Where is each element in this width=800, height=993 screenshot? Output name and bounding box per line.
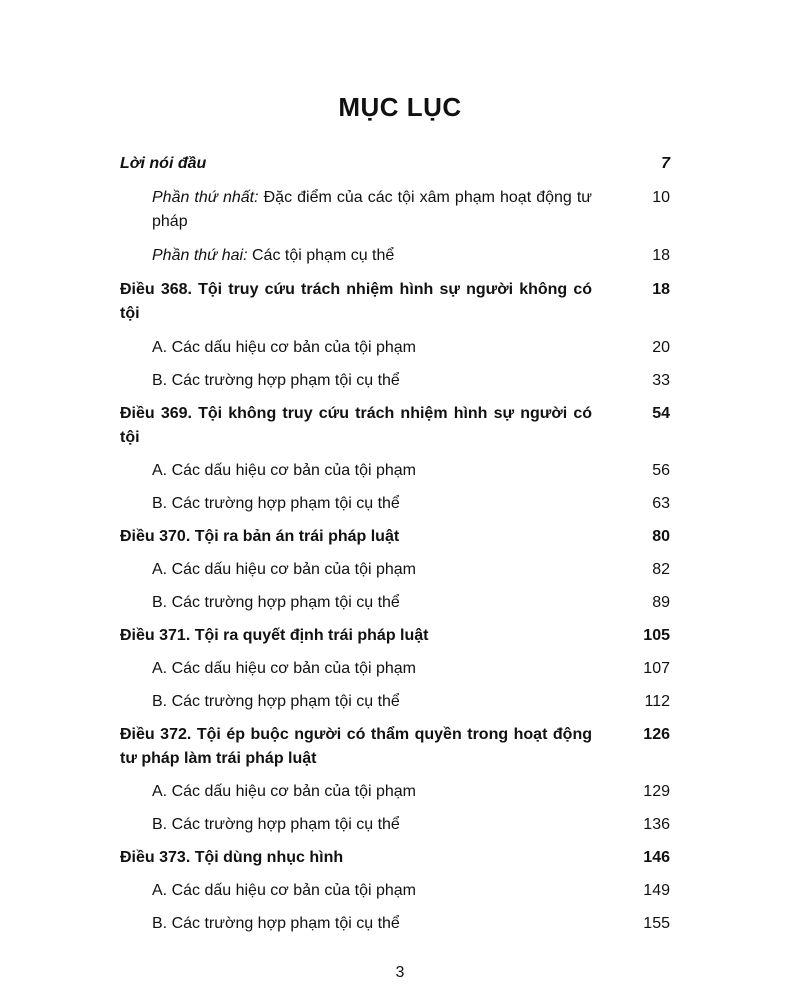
toc-entry-text: B. Các trường hợp phạm tội cụ thể bbox=[152, 915, 400, 932]
toc-page-number: 20 bbox=[652, 339, 670, 356]
toc-part-title: Các tội phạm cụ thể bbox=[252, 247, 395, 264]
toc-entry-text: A. Các dấu hiệu cơ bản của tội phạm bbox=[152, 462, 416, 479]
toc-entry-text: Điều 368. Tội truy cứu trách nhiệm hình sự người không có tội bbox=[120, 281, 592, 322]
toc-page-number: 54 bbox=[652, 405, 670, 422]
toc-page-number: 126 bbox=[643, 726, 670, 743]
toc-part-label: Phần thứ hai: bbox=[152, 247, 248, 264]
toc-entry-text: B. Các trường hợp phạm tội cụ thể bbox=[152, 693, 400, 710]
toc-entry-article-368[interactable] bbox=[120, 278, 670, 326]
toc-page-number: 89 bbox=[652, 594, 670, 611]
toc-entry-text: A. Các dấu hiệu cơ bản của tội phạm bbox=[152, 882, 416, 899]
toc-page-number: 63 bbox=[652, 495, 670, 512]
toc-entry-article-371[interactable] bbox=[120, 624, 670, 648]
toc-page-number: 155 bbox=[643, 915, 670, 932]
toc-entry-372-b[interactable] bbox=[120, 813, 670, 837]
toc-entry-article-373[interactable] bbox=[120, 846, 670, 870]
toc-entry-article-369[interactable] bbox=[120, 402, 670, 450]
toc-entry-text: B. Các trường hợp phạm tội cụ thể bbox=[152, 495, 400, 512]
toc-entry-text: Điều 373. Tội dùng nhục hình bbox=[120, 849, 344, 866]
toc-entry-part-two[interactable] bbox=[120, 244, 670, 268]
toc-entry-part-one[interactable] bbox=[120, 186, 670, 234]
toc-entry-368-b[interactable] bbox=[120, 369, 670, 393]
toc-entry-text: Điều 370. Tội ra bản án trái pháp luật bbox=[120, 528, 400, 545]
toc-entry-371-b[interactable] bbox=[120, 690, 670, 714]
toc-page-number: 80 bbox=[652, 528, 670, 545]
toc-entry-text: A. Các dấu hiệu cơ bản của tội phạm bbox=[152, 783, 416, 800]
toc-entry-text: Điều 372. Tội ép buộc người có thẩm quyền trong hoạt động tư pháp làm trái pháp luật bbox=[120, 726, 592, 767]
toc-page-number: 56 bbox=[652, 462, 670, 479]
toc-page-number: 82 bbox=[652, 561, 670, 578]
toc-page-number: 33 bbox=[652, 372, 670, 389]
toc-entry-text: B. Các trường hợp phạm tội cụ thể bbox=[152, 594, 400, 611]
toc-entry-text bbox=[120, 186, 592, 234]
toc-entry-text: Điều 369. Tội không truy cứu trách nhiệm hình sự người có tội bbox=[120, 405, 592, 446]
toc-page-number: 7 bbox=[661, 155, 670, 172]
toc-page-number: 136 bbox=[643, 816, 670, 833]
toc-part-title: Đặc điểm của các tội xâm phạm hoạt động tư pháp bbox=[152, 189, 593, 230]
toc-entry-preface[interactable] bbox=[120, 152, 670, 176]
page-title: MỤC LỤC bbox=[338, 92, 462, 122]
toc-page-number: 105 bbox=[643, 627, 670, 644]
toc-page-number: 107 bbox=[643, 660, 670, 677]
toc-page-number: 129 bbox=[643, 783, 670, 800]
toc-entry-article-372[interactable] bbox=[120, 723, 670, 771]
toc-entry-article-370[interactable] bbox=[120, 525, 670, 549]
toc-entry-text bbox=[120, 244, 592, 268]
toc-page-number: 112 bbox=[644, 693, 670, 710]
toc-page-number: 149 bbox=[643, 882, 670, 899]
toc-entry-text: B. Các trường hợp phạm tội cụ thể bbox=[152, 816, 400, 833]
toc-entry-371-a[interactable] bbox=[120, 657, 670, 681]
toc-entry-369-a[interactable] bbox=[120, 459, 670, 483]
toc-entry-373-a[interactable] bbox=[120, 879, 670, 903]
toc-entry-368-a[interactable] bbox=[120, 336, 670, 360]
toc-page-number: 18 bbox=[652, 247, 670, 264]
toc-page-number: 10 bbox=[652, 189, 670, 206]
toc-entry-370-b[interactable] bbox=[120, 591, 670, 615]
toc-entry-text: Lời nói đầu bbox=[120, 155, 207, 172]
toc-entry-372-a[interactable] bbox=[120, 780, 670, 804]
toc-entry-373-b[interactable] bbox=[120, 912, 670, 936]
toc-page-number: 146 bbox=[643, 849, 670, 866]
table-of-contents bbox=[120, 152, 670, 936]
toc-entry-text: A. Các dấu hiệu cơ bản của tội phạm bbox=[152, 561, 416, 578]
toc-entry-text: B. Các trường hợp phạm tội cụ thể bbox=[152, 372, 400, 389]
toc-entry-text: Điều 371. Tội ra quyết định trái pháp luật bbox=[120, 627, 429, 644]
toc-entry-text: A. Các dấu hiệu cơ bản của tội phạm bbox=[152, 339, 416, 356]
toc-part-label: Phần thứ nhất: bbox=[152, 189, 259, 206]
toc-entry-369-b[interactable] bbox=[120, 492, 670, 516]
toc-page-number: 18 bbox=[652, 281, 670, 298]
toc-entry-text: A. Các dấu hiệu cơ bản của tội phạm bbox=[152, 660, 416, 677]
toc-entry-370-a[interactable] bbox=[120, 558, 670, 582]
page-number-footer: 3 bbox=[395, 964, 405, 981]
